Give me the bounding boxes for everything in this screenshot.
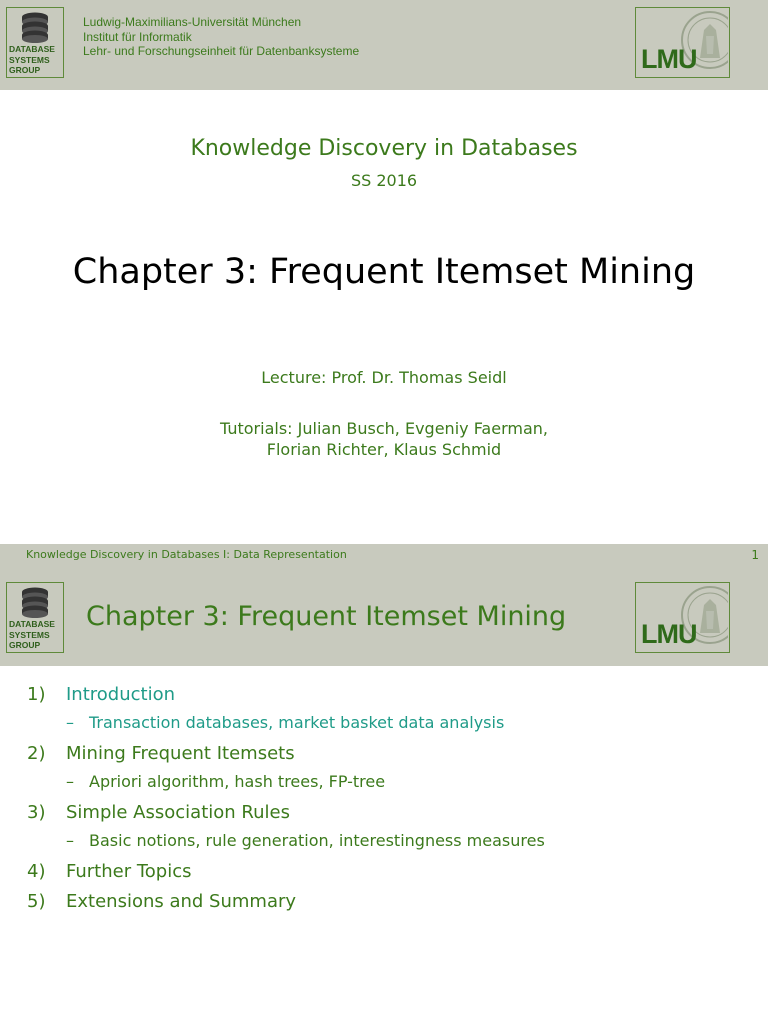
sub-dash: – — [66, 713, 74, 732]
lecturer: Lecture: Prof. Dr. Thomas Seidl — [261, 368, 507, 387]
chapter-title: Chapter 3: Frequent Itemset Mining — [72, 252, 696, 292]
lmu-logo — [635, 7, 730, 78]
dbs-logo-line: GROUP — [9, 640, 41, 650]
outline-item-introduction — [0, 680, 768, 710]
outline-item-simple-association-rules — [0, 798, 768, 828]
dbs-logo — [6, 582, 64, 653]
outline-item-number: 5) — [27, 891, 46, 912]
outline-item-extensions-and-summary — [0, 887, 768, 917]
lmu-logo-text: LMU — [641, 619, 697, 649]
outline-subitem-label: Basic notions, rule generation, interestingness measures — [89, 831, 545, 850]
dbs-logo-line: DATABASE — [9, 44, 55, 54]
outline-item-number: 2) — [27, 743, 46, 764]
dbs-logo-line: SYSTEMS — [9, 629, 50, 640]
outline-item-number: 1) — [27, 684, 46, 705]
tutorials-line: Tutorials: Julian Busch, Evgeniy Faerman, — [220, 419, 548, 438]
university-info — [83, 15, 359, 59]
outline-item-label: Further Topics — [66, 861, 192, 882]
dbs-logo-line: SYSTEMS — [9, 54, 50, 65]
footer-course-label: Knowledge Discovery in Databases I: Data Representation — [26, 548, 347, 561]
lmu-logo — [635, 582, 730, 653]
tutorials — [0, 418, 768, 460]
outline-subitem — [0, 828, 768, 857]
dbs-logo — [6, 7, 64, 78]
lmu-logo-text: LMU — [641, 44, 697, 74]
dbs-logo-line: DATABASE — [9, 619, 55, 629]
page-number: 1 — [751, 548, 759, 562]
institute-line: Institut für Informatik — [83, 29, 192, 44]
university-line: Ludwig-Maximilians-Universität München — [83, 15, 302, 29]
outline-item-number: 3) — [27, 802, 46, 823]
course-title: Knowledge Discovery in Databases — [190, 136, 578, 161]
dbs-logo-line: GROUP — [9, 65, 41, 75]
outline-subitem-label: Apriori algorithm, hash trees, FP-tree — [89, 772, 386, 791]
database-stack-icon — [20, 11, 50, 43]
outline-item-label: Simple Association Rules — [66, 802, 290, 823]
outline-item-mining-frequent-itemsets — [0, 739, 768, 769]
outline-item-further-topics — [0, 857, 768, 887]
outline-item-label: Extensions and Summary — [66, 891, 297, 912]
outline-list — [0, 680, 768, 917]
semester: SS 2016 — [350, 171, 418, 190]
sub-dash: – — [66, 772, 74, 791]
outline-subitem — [0, 710, 768, 739]
outline-item-label: Introduction — [66, 684, 176, 705]
tutorials-line: Florian Richter, Klaus Schmid — [266, 440, 502, 459]
outline-subitem — [0, 769, 768, 798]
unit-line: Lehr- und Forschungseinheit für Datenbanksysteme — [83, 44, 360, 58]
outline-item-number: 4) — [27, 861, 46, 882]
header-band — [0, 0, 768, 90]
database-stack-icon — [20, 586, 50, 618]
sub-dash: – — [66, 831, 74, 850]
outline-subitem-label: Transaction databases, market basket data analysis — [89, 713, 505, 732]
outline-item-label: Mining Frequent Itemsets — [66, 743, 295, 764]
outline-slide-title: Chapter 3: Frequent Itemset Mining — [86, 601, 567, 632]
